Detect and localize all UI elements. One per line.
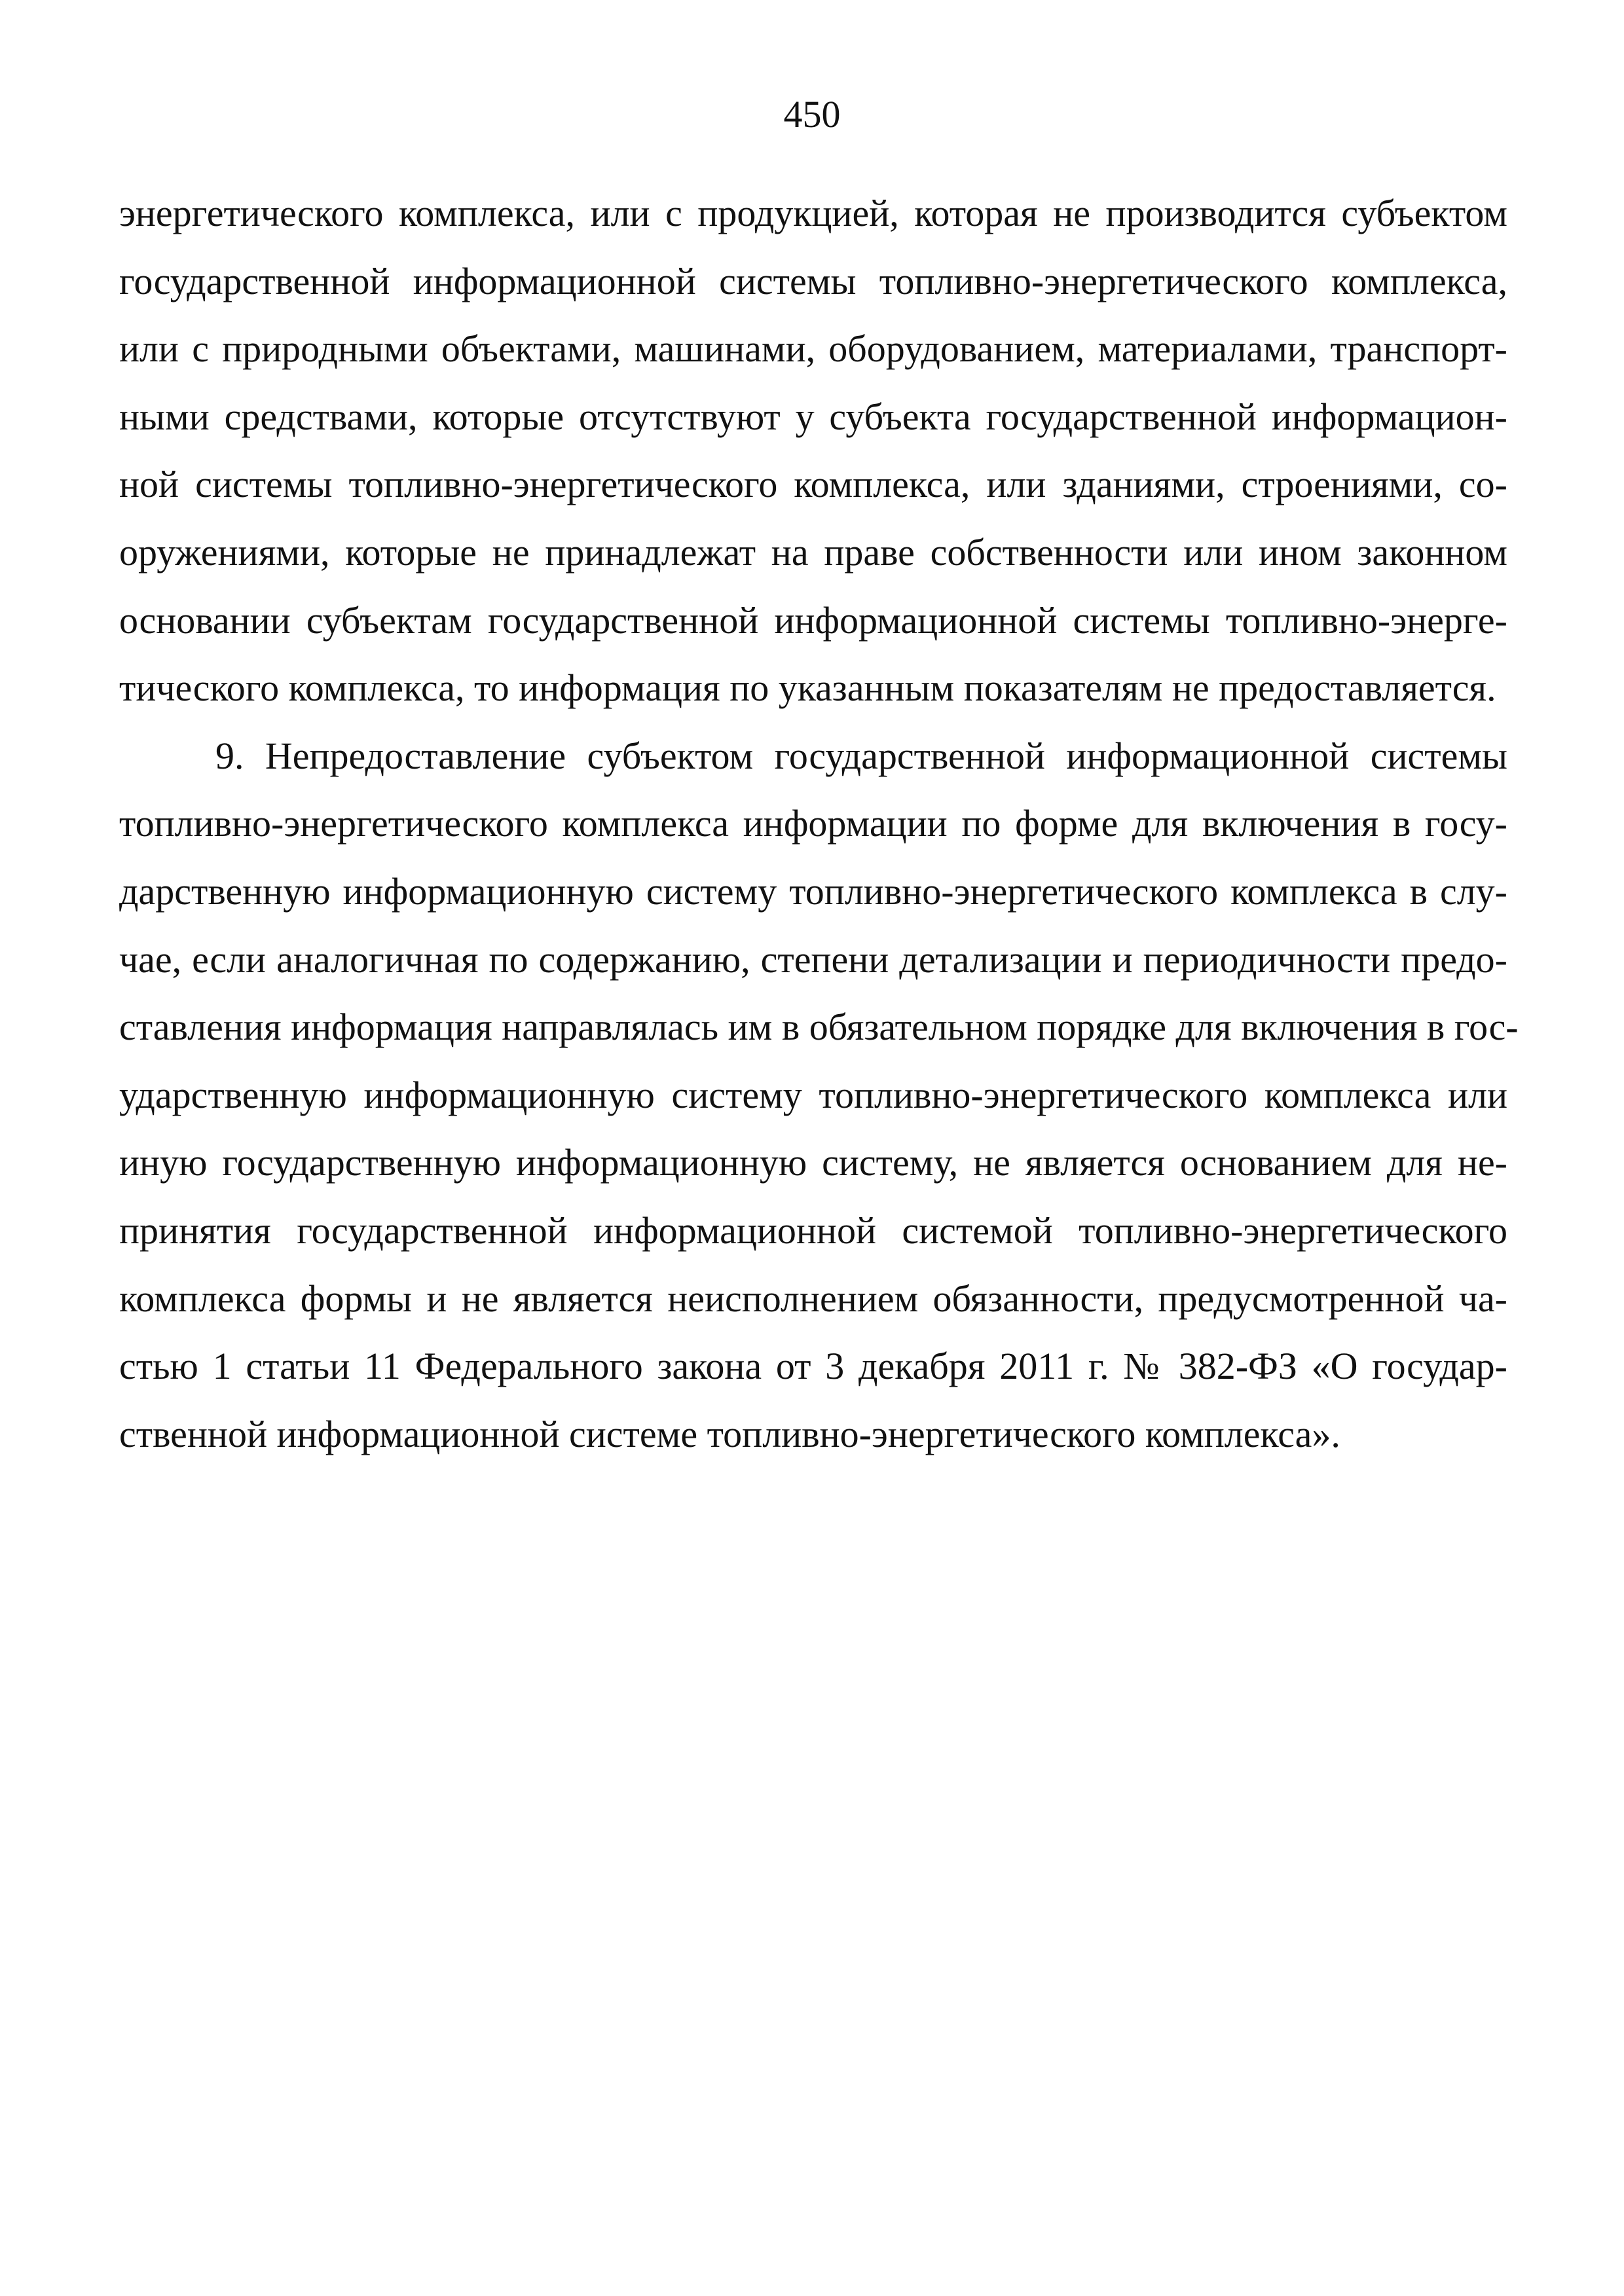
text-line: иную государственную информационную систему, не является основанием для не-	[119, 1141, 1507, 1184]
text-line: ударственную информационную систему топливно-энергетического комплекса или	[119, 1073, 1507, 1116]
text-line: ной системы топливно-энергетического комплекса, или зданиями, строениями, со-	[119, 463, 1507, 506]
text-line: энергетического комплекса, или с продукцией, которая не производится субъектом	[119, 192, 1507, 234]
text-line: ными средствами, которые отсутствуют у субъекта государственной информацион-	[119, 395, 1507, 438]
text-line: топливно-энергетического комплекса информации по форме для включения в госу-	[119, 802, 1507, 845]
text-line: принятия государственной информационной системой топливно-энергетического	[119, 1209, 1507, 1252]
text-line: или с природными объектами, машинами, оборудованием, материалами, транспорт-	[119, 327, 1507, 371]
text-line: ставления информация направлялась им в обязательном порядке для включения в гос-	[119, 1006, 1519, 1049]
paragraph-9	[119, 722, 1519, 1468]
text-line: государственной информационной системы топливно-энергетического комплекса,	[119, 259, 1507, 302]
document-body	[119, 179, 1519, 1468]
text-line: чае, если аналогичная по содержанию, степени детализации и периодичности предо-	[119, 938, 1507, 981]
text-line: оружениями, которые не принадлежат на праве собственности или ином законном	[119, 530, 1507, 574]
text-line: дарственную информационную систему топливно-энергетического комплекса в слу-	[119, 869, 1507, 913]
text-line: стью 1 статьи 11 Федерального закона от 3 декабря 2011 г. № 382-ФЗ «О государ-	[119, 1345, 1507, 1388]
text-line: тического комплекса, то информация по указанным показателям не предоставляется.	[119, 666, 1496, 710]
text-line: ственной информационной системе топливно-энергетического комплекса».	[119, 1412, 1340, 1455]
paragraph-continuation	[119, 179, 1507, 722]
text-line: комплекса формы и не является неисполнением обязанности, предусмотренной ча-	[119, 1277, 1507, 1320]
text-line: основании субъектам государственной информационной системы топливно-энерге-	[119, 598, 1507, 642]
page-number: 450	[783, 93, 841, 136]
text-line: 9. Непредоставление субъектом государственной информационной системы	[215, 734, 1507, 777]
